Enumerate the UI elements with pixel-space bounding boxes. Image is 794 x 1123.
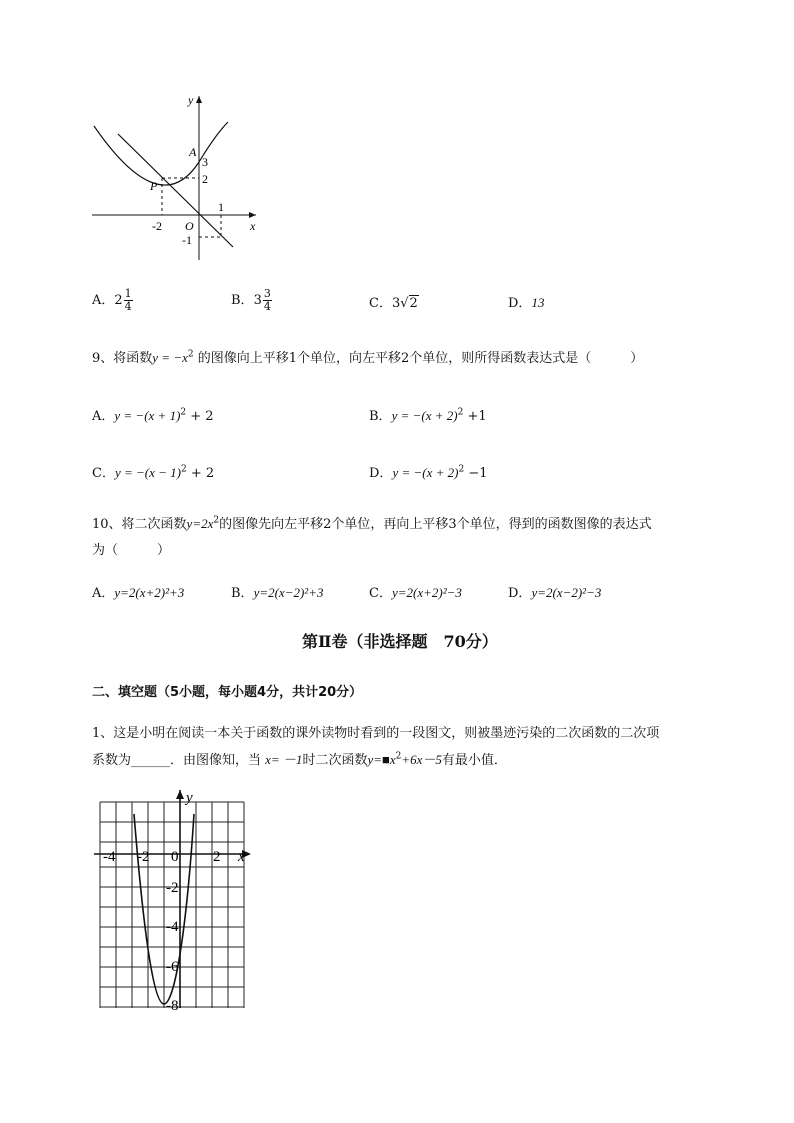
q10-stem-func: y=2x bbox=[186, 516, 214, 531]
q8-option-c-letter: C． bbox=[369, 296, 392, 311]
grid-y-label: y bbox=[186, 790, 193, 806]
straight-line bbox=[118, 134, 233, 247]
q9-option-a-sup: 2 bbox=[180, 407, 187, 418]
fill1-line2-rest: +6x－5 bbox=[401, 752, 442, 767]
q10-option-b-letter: B． bbox=[231, 586, 254, 601]
q10-option-a[interactable] bbox=[92, 582, 184, 601]
q9-option-a-letter: A． bbox=[92, 409, 115, 424]
grid-lines bbox=[100, 802, 244, 1008]
graph1-tick-3: 3 bbox=[202, 155, 208, 169]
q10-stem-line1 bbox=[92, 513, 652, 532]
q8-option-b[interactable] bbox=[231, 288, 273, 313]
grid-ytick-neg8: -8 bbox=[166, 998, 179, 1012]
q8-option-c-whole: 3 bbox=[391, 296, 401, 311]
q10-stem-line2: 为（ ） bbox=[92, 543, 171, 558]
graph-grid-parabola bbox=[94, 788, 256, 1012]
q8-option-a[interactable] bbox=[92, 288, 134, 313]
q9-option-a[interactable] bbox=[92, 405, 214, 424]
graph1-origin-label: O bbox=[185, 219, 194, 233]
grid-x-label: x bbox=[238, 849, 245, 865]
y-axis-arrow bbox=[196, 96, 202, 103]
q10-option-c-text: y=2(x+2)²−3 bbox=[391, 585, 462, 600]
fill1-line2-sup: 2 bbox=[395, 751, 402, 762]
q9-option-b-expr: y = −(x + 2) bbox=[391, 408, 458, 423]
q8-option-b-whole: 3 bbox=[253, 293, 262, 308]
graph1-tick-neg1: -1 bbox=[182, 233, 192, 247]
q8-option-a-letter: A． bbox=[92, 293, 115, 308]
q9-option-b-sup: 2 bbox=[457, 407, 464, 418]
x-axis-arrow bbox=[249, 212, 256, 218]
fill1-line2-start: 系数为______．由图像知，当 bbox=[92, 753, 266, 768]
q9-stem-func: y = −x bbox=[152, 350, 188, 365]
q10-option-d-letter: D． bbox=[508, 586, 532, 601]
q10-stem-end: 的图像先向左平移2个单位，再向上平移3个单位，得到的函数图像的表达式 bbox=[219, 517, 652, 532]
grid-ytick-neg4: -4 bbox=[166, 919, 179, 935]
fill1-line2-x: x= －1 bbox=[265, 752, 303, 767]
q9-option-c-expr: y = −(x − 1) bbox=[114, 465, 181, 480]
graph1-point-a-label: A bbox=[189, 145, 197, 159]
grid-ytick-neg2: -2 bbox=[166, 880, 179, 896]
q8-option-c-radicand: 2 bbox=[409, 296, 418, 311]
graph1-tick-1: 1 bbox=[218, 200, 224, 214]
q9-stem bbox=[92, 347, 643, 366]
q10-option-d-text: y=2(x−2)²−3 bbox=[531, 585, 602, 600]
q8-option-b-fraction: $\frac{3}{4}$ bbox=[263, 287, 271, 313]
section-heading: 二、填空题（5小题，每小题4分，共计20分） bbox=[92, 685, 363, 700]
q8-option-b-letter: B． bbox=[231, 293, 254, 308]
q9-option-d[interactable] bbox=[369, 462, 487, 481]
q9-option-c-rest: + 2 bbox=[186, 466, 215, 481]
q10-option-b-text: y=2(x−2)²+3 bbox=[253, 585, 324, 600]
q9-option-d-letter: D． bbox=[369, 466, 393, 481]
q9-option-a-expr: y = −(x + 1) bbox=[114, 408, 181, 423]
q9-stem-start: 9、将函数 bbox=[92, 351, 153, 366]
q9-option-d-rest: −1 bbox=[464, 466, 488, 481]
q9-option-c[interactable] bbox=[92, 462, 214, 481]
section-title: 第Ⅱ卷（非选择题 70分） bbox=[302, 632, 498, 651]
graph1-y-label: y bbox=[188, 93, 194, 107]
q9-option-d-sup: 2 bbox=[458, 464, 465, 475]
q9-option-d-expr: y = −(x + 2) bbox=[392, 465, 459, 480]
fill1-line2-func: y=■x bbox=[367, 752, 396, 767]
graph1-tick-2: 2 bbox=[202, 172, 208, 186]
q10-option-c[interactable] bbox=[369, 582, 462, 601]
q9-option-b[interactable] bbox=[369, 405, 487, 424]
graph1-point-p-label: P bbox=[150, 179, 158, 193]
q9-stem-sup: 2 bbox=[187, 349, 194, 360]
q8-option-a-whole: 2 bbox=[114, 293, 123, 308]
q9-option-b-rest: +1 bbox=[463, 409, 487, 424]
grid-tick-2: 2 bbox=[213, 849, 221, 865]
q10-stem-sup: 2 bbox=[213, 515, 220, 526]
q8-option-c[interactable] bbox=[369, 292, 419, 311]
q10-option-a-letter: A． bbox=[92, 586, 115, 601]
q8-option-d-letter: D． bbox=[508, 296, 532, 311]
q9-stem-end: 的图像向上平移1个单位，向左平移2个单位，则所得函数表达式是（ ） bbox=[193, 351, 644, 366]
q10-option-d[interactable] bbox=[508, 582, 601, 601]
fill1-line2-mid: 时二次函数 bbox=[302, 753, 368, 768]
q8-option-a-fraction: $\frac{1}{4}$ bbox=[124, 287, 132, 313]
q9-option-c-letter: C． bbox=[92, 466, 115, 481]
grid-tick-0: 0 bbox=[171, 849, 179, 865]
q8-option-c-sqrt-sign: √ bbox=[400, 296, 409, 311]
grid-y-axis-arrow bbox=[176, 790, 184, 799]
graph1-x-label: x bbox=[250, 219, 256, 233]
q8-option-d[interactable] bbox=[508, 292, 544, 311]
q10-option-b[interactable] bbox=[231, 582, 323, 601]
q10-option-c-letter: C． bbox=[369, 586, 392, 601]
q9-option-b-letter: B． bbox=[369, 409, 392, 424]
q8-option-d-value: 13 bbox=[531, 295, 545, 310]
q10-stem-start: 10、将二次函数 bbox=[92, 517, 187, 532]
q9-option-c-sup: 2 bbox=[180, 464, 187, 475]
grid-tick-neg4: -4 bbox=[103, 849, 116, 865]
fill1-line2-end: 有最小值． bbox=[441, 753, 507, 768]
q10-option-a-text: y=2(x+2)²+3 bbox=[114, 585, 185, 600]
fill1-line1: 1、这是小明在阅读一本关于函数的课外读物时看到的一段图文，则被墨迹污染的二次函数的二次项 bbox=[92, 726, 660, 741]
grid-ytick-neg6: -6 bbox=[166, 959, 179, 975]
graph-parabola-line bbox=[88, 92, 268, 264]
grid-tick-neg2: -2 bbox=[137, 849, 150, 865]
graph1-tick-neg2: -2 bbox=[152, 219, 162, 233]
q9-option-a-rest: + 2 bbox=[186, 409, 214, 424]
fill1-line2 bbox=[92, 749, 507, 768]
